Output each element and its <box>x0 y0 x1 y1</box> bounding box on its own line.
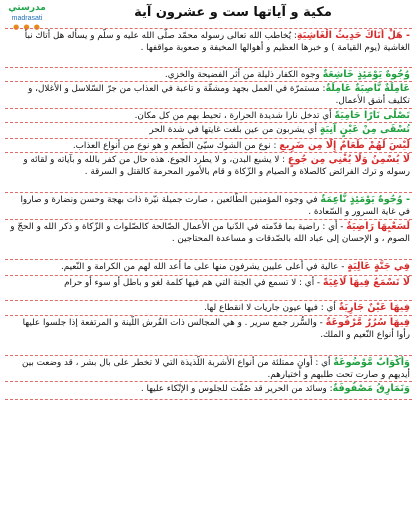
verse-row-aaliyah <box>5 260 412 276</box>
verse-text: تُسْقَى مِنْ عَيْنٍ آنِيَةٍ <box>319 124 410 135</box>
verse-text: لَا يُسْمِنُ وَلَا يُغْنِي مِن جُوعٍ <box>287 154 410 165</box>
verse-explanation: : نوع من الشوك سيّئ الطّعم و هو نوع من أنواع العذاب. <box>72 141 280 151</box>
verse-text: فِيهَا عَيْنٌ جَارِيَةٌ <box>338 302 410 313</box>
verse-explanation: - والسُّرر جمع سرير . و هي المجالس ذات الفُرش اللّينة و المرتفعة إذا جلسوا عليها رأوا أنواع النّعيم و الملك. <box>22 318 410 340</box>
verse-explanation: : مستمرّة في العمل بجهد ومشقّة و تاعبة في العذاب من جرّ السّلاسل و الأغلال، و تكليف أشق الأعمال. <box>28 84 410 106</box>
verse-row-namaariq <box>5 382 412 400</box>
verse-row-yusmin <box>5 153 412 193</box>
verse-text: تَصْلَى نَارًا حَامِيَةً <box>334 110 410 121</box>
verse-explanation: أي تدخل نارا شديدة الحرارة ، تحيط بهم من كل مكان. <box>134 111 335 121</box>
verse-explanation: أي : فيها عيون جاريات لا انقطاع لها. <box>203 303 339 313</box>
verse-row-haamiyah <box>5 109 412 123</box>
verse-explanation: وجوه الكفار ذليلة من أثر الفضيحة والخزي. <box>164 70 323 80</box>
verses-explanation-list <box>5 28 412 525</box>
verse-row-raadiyah <box>5 220 412 260</box>
verse-explanation: - أي : راضية بما قدّمته في الدّنيا من الأعمال الصّالحة كالصّلوات و الزّكاة و ذكر الله و الحجّ و الصوم ، و الإحسان إلى عباد الله بالصّدقات و مساعدة المحتاجين . <box>10 222 410 244</box>
verse-text: وُجُوهٌ يَوْمَئِذٍ خَاشِعَةٌ <box>322 69 410 80</box>
verse-text: لَّا تَسْمَعُ فِيهَا لَاغِيَةً <box>322 277 410 288</box>
verse-explanation: : يُخاطب الله تعالى رسوله محمّد صلّى الله عليه و سلّم و يسأله هل أتاك نبأ الغاشية (يوم القيامة ) و خبرها العظيم و أهوالها المخيفة و صعوبة مواقفها . <box>24 31 410 53</box>
verse-row-jaariyah <box>5 301 412 316</box>
verse-text: لَّيْسَ لَهُمْ طَعَامٌ إِلَّا مِن ضَرِيعٍ <box>279 140 410 151</box>
verse-text: - هَلْ أَتَاكَ حَدِيثُ الْغَاشِيَةِ <box>296 30 410 41</box>
verse-row-hal-ataka <box>5 29 412 68</box>
verse-row-naaimah <box>5 193 412 220</box>
page-title: مكية و آياتها ست و عشرون آية <box>134 5 332 20</box>
verse-text: وَنَمَارِقُ مَصْفُوفَةٌ <box>332 383 410 394</box>
verse-row-amilah <box>5 82 412 109</box>
verse-explanation: : وسائد من الحرير قد صُفّت للجلوس و الإتّكاء عليها . <box>140 384 333 394</box>
verse-row-khashiah <box>5 68 412 82</box>
verse-text: عَامِلَةٌ نَّاصِبَةٌ عَامِلَةٌ <box>325 83 410 94</box>
verse-explanation: أي : أوانٍ ممتلئة من أنواع الأشربة اللّذيذة التي لا تخطر على بال بشر ، قد وضعت بين أيديهم و صارت تحت طلبهم و اختيارهم. <box>22 358 410 380</box>
logo-arabic-text: مدرستي <box>8 3 46 13</box>
verse-row-laaghiyah <box>5 276 412 301</box>
verse-explanation: في وجوه المؤمنين الطّائعين ، صارت جميلة نيّرة ذات بهجة وحسن ونضارة و صاروا في غاية السرور و السّعادة . <box>20 195 410 217</box>
logo-dots: ● ● ● <box>13 23 41 31</box>
verse-text: لِّسَعْيِهَا رَاضِيَةٌ <box>346 221 410 232</box>
logo-latin-text: madrasati <box>11 15 43 22</box>
verse-explanation: - أي : لا تسمع في الجنة التي هم فيها كلمة لغو و باطل أو سوء أو حرام <box>64 278 323 288</box>
verse-explanation: أي يشربون من عين بلغت غايتها في شدة الحر <box>149 125 320 135</box>
verse-row-akwaab <box>5 356 412 382</box>
verse-text: فِي جَنَّةٍ عَالِيَةٍ <box>347 261 410 272</box>
verse-text: - وُجُوهٌ يَوْمَئِذٍ نَّاعِمَةٌ <box>320 194 410 205</box>
verse-row-dari <box>5 139 412 153</box>
verse-text: فِيهَا سُرُرٌ مَّرْفُوعَةٌ <box>325 317 410 328</box>
verse-row-marfouah <box>5 316 412 356</box>
verse-text: وَأَكْوَابٌ مَّوْضُوعَةٌ <box>333 357 410 368</box>
verse-explanation: : لا يشبع البدن، و لا يطرد الجوع. هذه حال من كفر بالله و بآياته و لقائه و رسوله و ترك الفرائض كالصلاة و الصيام و الزّكاة و قام بالأمور المحرمة كالقتل و السرقة . <box>23 155 410 177</box>
verse-row-aaniyah <box>5 123 412 139</box>
verse-explanation: - عالية في أعلى عليين يشرفون منها على ما أعد الله لهم من الكرامة و النّعيم. <box>60 262 348 272</box>
